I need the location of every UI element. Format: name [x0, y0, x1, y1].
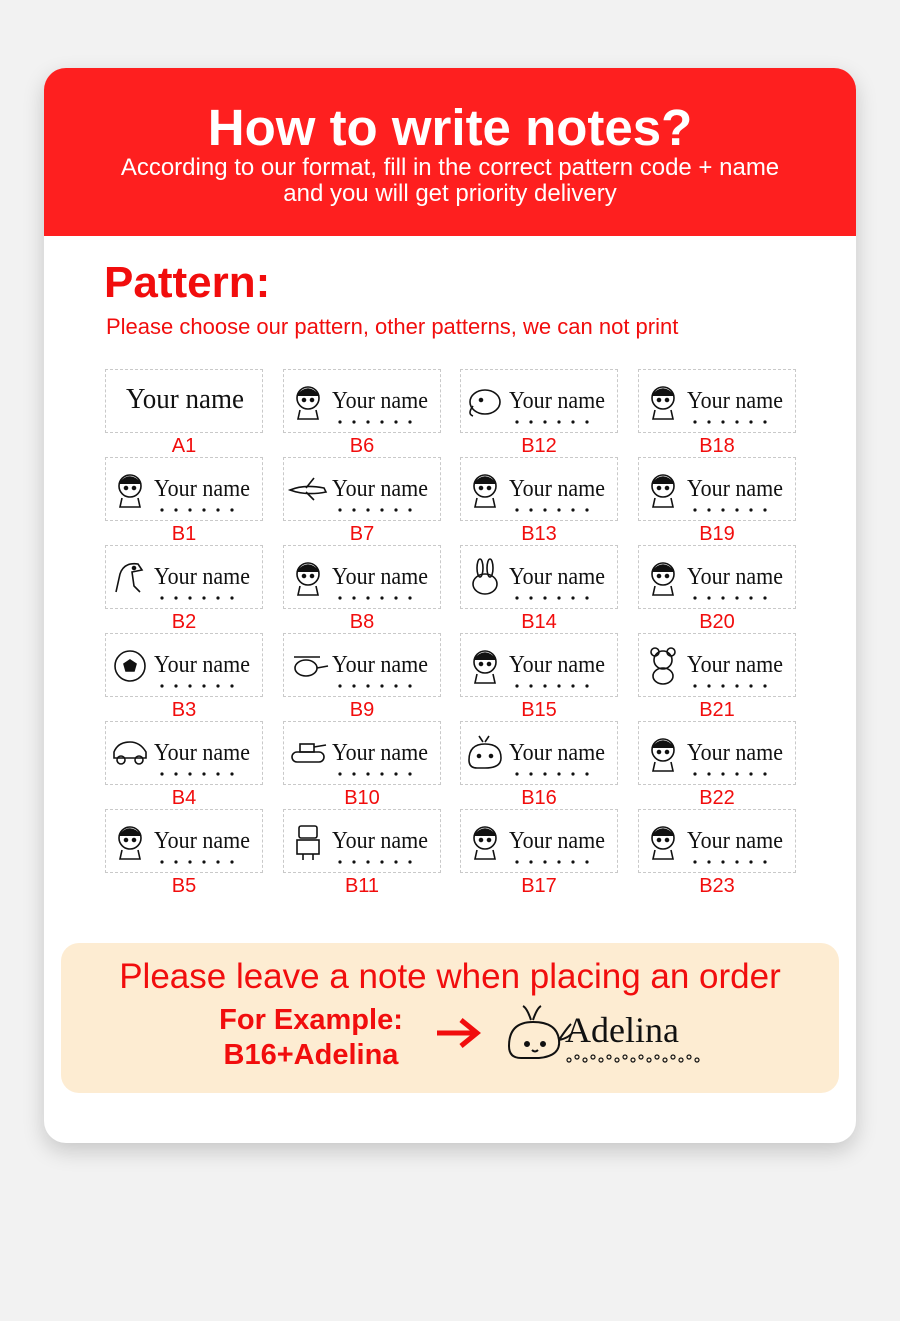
- pattern-preview: [283, 809, 441, 873]
- stamp-preview: [639, 634, 797, 698]
- stamp-preview: [106, 546, 264, 610]
- stamp-preview: [284, 458, 442, 522]
- your-name-placeholder: Your name: [154, 476, 250, 502]
- pattern-option-b7: [283, 457, 441, 543]
- stamp-preview: [639, 458, 797, 522]
- your-name-placeholder: Your name: [509, 740, 605, 766]
- pattern-option-b4: [105, 721, 263, 807]
- robot-icon: [297, 826, 319, 860]
- pattern-option-b23: [638, 809, 796, 895]
- stamp-preview: [106, 458, 264, 522]
- stamp-preview: [639, 370, 797, 434]
- pattern-option-b20: [638, 545, 796, 631]
- pattern-preview: [105, 809, 263, 873]
- pattern-option-b11: [283, 809, 441, 895]
- pattern-option-b21: [638, 633, 796, 719]
- pattern-preview: [283, 545, 441, 609]
- pattern-preview: [460, 457, 618, 521]
- pattern-code: B11: [344, 875, 380, 897]
- stamp-preview: [639, 722, 797, 786]
- decoration-row: [160, 684, 233, 687]
- helicopter-icon: [294, 657, 328, 676]
- boy-face-icon: [119, 827, 141, 859]
- your-name-placeholder: Your name: [126, 384, 244, 415]
- your-name-placeholder: Your name: [154, 652, 250, 678]
- decoration-row: [160, 596, 233, 599]
- pattern-preview: [105, 633, 263, 697]
- bunny-icon: [473, 559, 497, 594]
- pattern-preview: [638, 809, 796, 873]
- pattern-preview: [638, 633, 796, 697]
- stamp-preview: [106, 810, 264, 874]
- boy-reading-icon: [119, 475, 141, 507]
- stamp-preview: [461, 546, 619, 610]
- mermaid-icon: [474, 827, 496, 859]
- pattern-code: B21: [699, 699, 735, 721]
- subtitle-line-2: and you will get priority delivery: [283, 180, 617, 207]
- stamp-preview: [461, 634, 619, 698]
- boy-with-tie-icon: [297, 387, 319, 419]
- dinosaur-icon: [116, 564, 142, 592]
- pattern-code: B15: [521, 699, 557, 721]
- decoration-row: [693, 684, 766, 687]
- whale-icon: [469, 736, 501, 768]
- stamp-preview: [639, 810, 797, 874]
- pattern-code: B14: [521, 611, 557, 633]
- pattern-preview: [460, 545, 618, 609]
- your-name-placeholder: Your name: [687, 388, 783, 414]
- stamp-preview: [461, 722, 619, 786]
- pattern-option-b13: [460, 457, 618, 543]
- angel-icon: [652, 827, 674, 859]
- pattern-option-b12: [460, 369, 618, 455]
- your-name-placeholder: Your name: [154, 564, 250, 590]
- whale-icon: [509, 1006, 573, 1058]
- page-title: How to write notes?: [207, 99, 693, 156]
- pattern-option-b16: [460, 721, 618, 807]
- your-name-placeholder: Your name: [154, 740, 250, 766]
- decoration-row: [160, 508, 233, 511]
- stamp-preview: [284, 546, 442, 610]
- pattern-preview: [105, 369, 263, 433]
- pattern-preview: [460, 721, 618, 785]
- your-name-placeholder: Your name: [332, 388, 428, 414]
- pattern-preview: [460, 809, 618, 873]
- decoration-row: [338, 772, 411, 775]
- your-name-placeholder: Your name: [687, 652, 783, 678]
- your-name-placeholder: Your name: [509, 476, 605, 502]
- teddy-bear-icon: [651, 648, 675, 684]
- stamp-preview: [106, 722, 264, 786]
- stamp-preview: [284, 634, 442, 698]
- pattern-preview: [638, 457, 796, 521]
- your-name-placeholder: Your name: [332, 740, 428, 766]
- header-banner: [44, 68, 856, 236]
- pattern-option-b17: [460, 809, 618, 895]
- girl-pigtails-icon: [474, 651, 496, 683]
- your-name-placeholder: Your name: [509, 652, 605, 678]
- stamp-preview: [284, 810, 442, 874]
- elephant-icon: [470, 390, 500, 416]
- pattern-code: B6: [349, 435, 375, 457]
- pattern-option-b9: [283, 633, 441, 719]
- your-name-placeholder: Your name: [687, 740, 783, 766]
- soccer-ball-icon: [115, 651, 145, 681]
- pattern-preview: [460, 369, 618, 433]
- your-name-placeholder: Your name: [332, 476, 428, 502]
- example-caption: For Example:: [219, 1004, 403, 1036]
- decoration-row: [515, 420, 588, 423]
- decoration-row: [338, 684, 411, 687]
- decoration-row: [515, 508, 588, 511]
- pattern-preview: [105, 457, 263, 521]
- pattern-code: B18: [699, 435, 735, 457]
- pattern-option-b15: [460, 633, 618, 719]
- fairy-girl-icon: [652, 563, 674, 595]
- pattern-code: B17: [521, 875, 557, 897]
- your-name-placeholder: Your name: [332, 652, 428, 678]
- decoration-row: [693, 860, 766, 863]
- pattern-option-b22: [638, 721, 796, 807]
- stamp-preview: [106, 370, 264, 434]
- example-stamp-preview: [501, 998, 721, 1073]
- pattern-code: B9: [349, 699, 375, 721]
- pattern-preview: [638, 369, 796, 433]
- pattern-preview: [283, 633, 441, 697]
- stamp-preview: [461, 810, 619, 874]
- decoration-row: [160, 772, 233, 775]
- pattern-option-b8: [283, 545, 441, 631]
- princess-icon: [474, 475, 496, 507]
- pattern-option-b6: [283, 369, 441, 455]
- pattern-code: B10: [344, 787, 380, 809]
- your-name-placeholder: Your name: [332, 564, 428, 590]
- pattern-preview: [283, 721, 441, 785]
- car-icon: [114, 742, 146, 764]
- your-name-placeholder: Your name: [509, 564, 605, 590]
- pattern-option-b3: [105, 633, 263, 719]
- decoration-row: [693, 772, 766, 775]
- your-name-placeholder: Your name: [509, 388, 605, 414]
- stamp-preview: [461, 458, 619, 522]
- decoration-row: [515, 684, 588, 687]
- pattern-preview: [638, 721, 796, 785]
- girl-with-bow-icon: [652, 387, 674, 419]
- pattern-code: B16: [521, 787, 557, 809]
- pattern-option-b19: [638, 457, 796, 543]
- pattern-option-b5: [105, 809, 263, 895]
- pattern-code: B12: [521, 435, 557, 457]
- your-name-placeholder: Your name: [332, 828, 428, 854]
- decoration-row: [515, 860, 588, 863]
- decoration-row: [338, 860, 411, 863]
- pattern-grid: [105, 369, 795, 909]
- your-name-placeholder: Your name: [687, 564, 783, 590]
- pattern-code: B13: [521, 523, 557, 545]
- pattern-code: B7: [349, 523, 375, 545]
- pattern-preview: [105, 721, 263, 785]
- tank-icon: [292, 744, 326, 762]
- pattern-option-b1: [105, 457, 263, 543]
- your-name-placeholder: Your name: [154, 828, 250, 854]
- stamp-preview: [106, 634, 264, 698]
- notes-card: [44, 68, 856, 1143]
- airplane-icon: [290, 478, 326, 500]
- pattern-preview: [283, 369, 441, 433]
- pattern-code: A1: [171, 435, 197, 457]
- pattern-code: B19: [699, 523, 735, 545]
- decoration-row: [515, 596, 588, 599]
- decoration-row: [693, 420, 766, 423]
- decoration-row: [338, 596, 411, 599]
- pattern-preview: [105, 545, 263, 609]
- stamp-preview: [461, 370, 619, 434]
- pattern-code: B23: [699, 875, 735, 897]
- pattern-option-a1: [105, 369, 263, 455]
- pattern-heading: Pattern:: [104, 258, 271, 307]
- decoration-row: [693, 596, 766, 599]
- pattern-option-b14: [460, 545, 618, 631]
- example-name: Adelina: [565, 1010, 679, 1050]
- your-name-placeholder: Your name: [687, 828, 783, 854]
- pattern-preview: [638, 545, 796, 609]
- mermaid-tail-icon: [652, 475, 674, 507]
- decoration-row: [693, 508, 766, 511]
- stamp-preview: [284, 370, 442, 434]
- stamp-preview: [284, 722, 442, 786]
- pattern-option-b18: [638, 369, 796, 455]
- order-note-title: Please leave a note when placing an order: [119, 957, 781, 996]
- decoration-row: [160, 860, 233, 863]
- pattern-code: B5: [171, 875, 197, 897]
- pattern-code: B3: [171, 699, 197, 721]
- pattern-code: B8: [349, 611, 375, 633]
- your-name-placeholder: Your name: [509, 828, 605, 854]
- pattern-note: Please choose our pattern, other patterns, we can not print: [106, 314, 679, 339]
- dots-decoration: [567, 1055, 699, 1062]
- decoration-row: [338, 508, 411, 511]
- pattern-code: B2: [171, 611, 197, 633]
- decoration-row: [338, 420, 411, 423]
- girl-bangs-icon: [652, 739, 674, 771]
- page-subtitle: [44, 155, 856, 207]
- decoration-row: [515, 772, 588, 775]
- example-code: B16+Adelina: [223, 1039, 399, 1071]
- pattern-code: B4: [171, 787, 197, 809]
- pattern-option-b10: [283, 721, 441, 807]
- stamp-preview: [639, 546, 797, 610]
- your-name-placeholder: Your name: [687, 476, 783, 502]
- right-arrow-icon: [435, 1016, 485, 1050]
- pattern-preview: [283, 457, 441, 521]
- example-label: [201, 1003, 421, 1073]
- pattern-code: B20: [699, 611, 735, 633]
- pattern-code: B22: [699, 787, 735, 809]
- boy-with-cap-icon: [297, 563, 319, 595]
- subtitle-line-1: According to our format, fill in the correct pattern code + name: [120, 154, 780, 181]
- pattern-preview: [460, 633, 618, 697]
- pattern-option-b2: [105, 545, 263, 631]
- order-note-panel: [61, 943, 839, 1093]
- pattern-code: B1: [171, 523, 197, 545]
